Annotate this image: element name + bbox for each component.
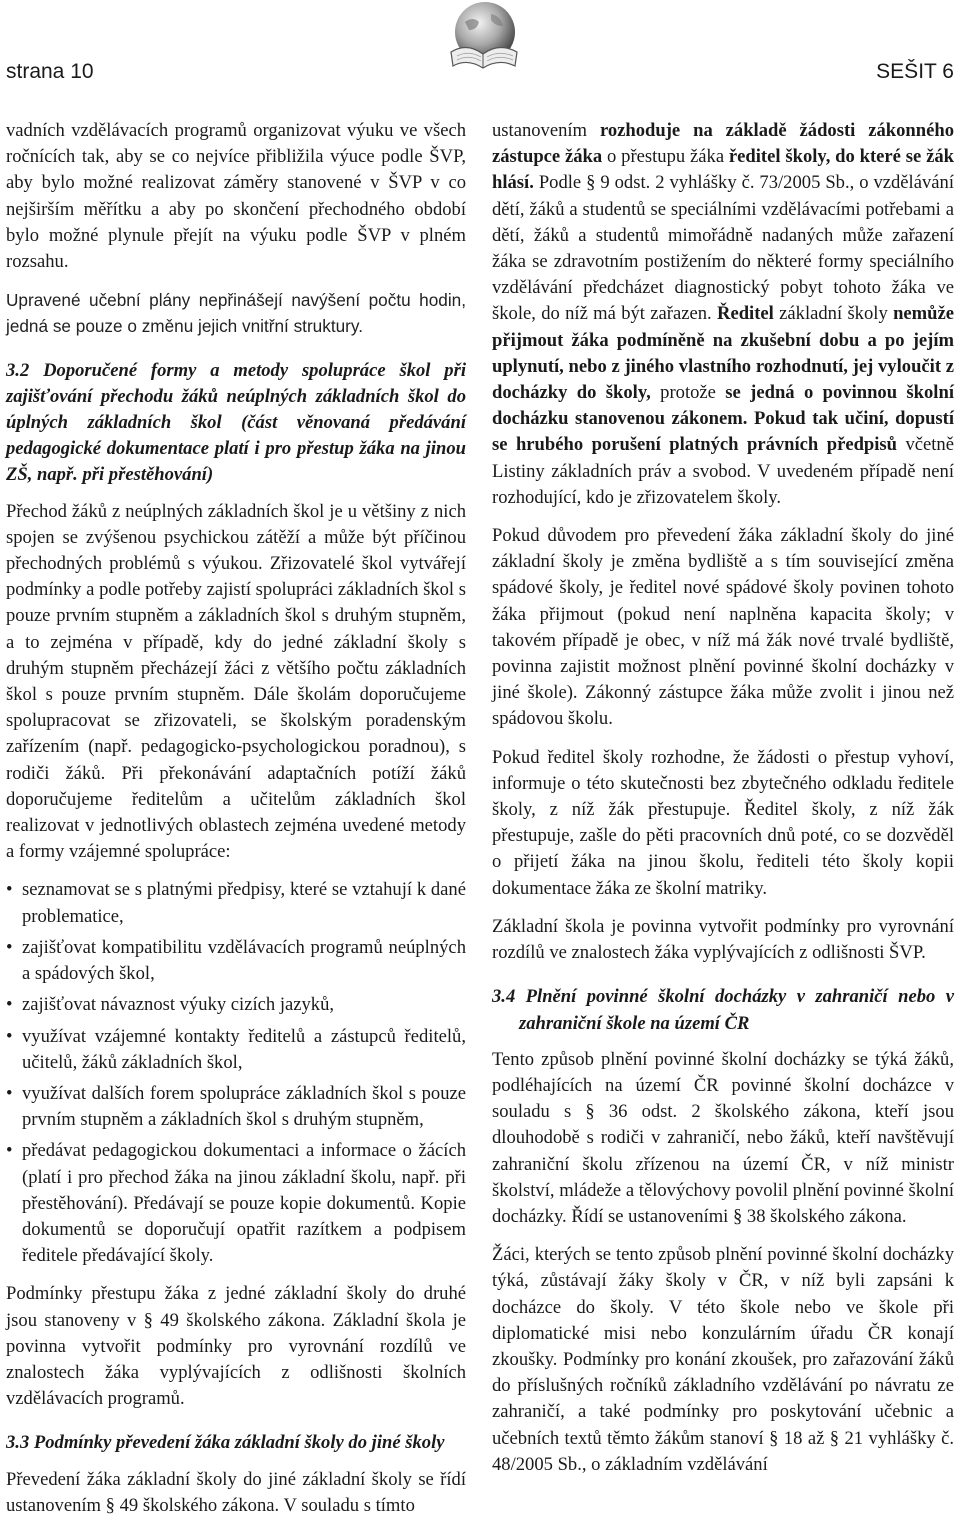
list-item: • zajišťovat kompatibilitu vzdělávacích programů neúplných a spádových škol, — [6, 935, 466, 987]
list-item: • využívat vzájemné kontakty ředitelů a zástupců ředitelů, učitelů, žáků základních škol, — [6, 1024, 466, 1076]
text-run: o přestupu žáka — [602, 146, 729, 168]
emphasis-text: nemůže přijmout žáka podmíněně na zkušební dobu a po jejím uplynutí, nebo z jiného vlastního rozhodnutí, jej vyloučit z docházky do školy, — [492, 303, 954, 404]
transfer-conditions-paragraph: Podmínky přestupu žáka z jedné základní školy do druhé jsou stanoveny v § 49 školského zákona. Základní škola je povinna vytvořit podmínky pro vyrovnání rozdílů ve znalostech žáka vyplývajících z odlišnosti školních vzdělávacích programů. — [6, 1283, 466, 1410]
section-3-3-body: Převedení žáka základní školy do jiné základní školy se řídí ustanovením § 49 školského zákona. V souladu s tímto — [6, 1468, 466, 1516]
residence-change-paragraph: Pokud důvodem pro převedení žáka základní školy do jiné základní školy je změna bydliště a s tím související změna spádové školy, je ředitel nové spádové školy povinen tohoto žáka přijmout (pokud není naplněna kapacita školy; v takovém případě je obec, v níž má žák nové trvalé bydliště, povinna zajistit možnost plnění povinné školní docházky v jiné škole). Zákonný zástupce žáka může zvolit i jinou než spádovou školu. — [492, 525, 954, 730]
emphasis-text: Ředitel — [717, 303, 774, 325]
page-header — [0, 0, 960, 100]
transfer-decision-paragraph — [492, 118, 954, 511]
right-column — [492, 118, 954, 1490]
abroad-students-paragraph: Žáci, kterých se tento způsob plnění povinné školní docházky týká, zůstávají žáky školy v ČR, v níž byli zapsáni k docházce do školy. V této škole nebo ve škole při diplomatické misi nebo konzulárním úřadu ČR konají zkoušky. Podmínky pro konání zkoušek, pro zařazování žáků do příslušných ročníků základního vzdělávání po návratu ze zahraničí, a také podmínky pro poskytování učebnic a učebních textů těmto žákům stanoví § 18 až § 21 vyhlášky č. 48/2005 Sb., o základním vzdělávání — [492, 1244, 954, 1475]
text-run: protože — [650, 382, 726, 404]
page-number: strana 10 — [6, 60, 94, 83]
text-run: Podle § 9 odst. 2 vyhlášky č. 73/2005 Sb., o vzdělávání dětí, žáků a studentů se speciálními vzdělávacími potřebami a dětí, žáků a studentů mimořádně nadaných může zařazení žáka se zdravotním postižením do některé formy speciálního vzdělávání předcházet diagnostický pobyt tohoto žáka ve škole, do níž má být zařazen. — [492, 172, 954, 325]
emphasis-text: se jedná o povinnou školní docházku stanovenou zákonem. Pokud tak učiní, dopustí se hrubého porušení platných právních předpisů — [492, 382, 954, 456]
abroad-attendance-paragraph: Tento způsob plnění povinné školní docházky se týká žáků, podléhajících na území ČR povinné školní docházce v souladu s § 36 odst. 2 školského zákona, kteří jsou dlouhodobě s rodiči v zahraničí, nebo žáků, kteří navštěvují zahraniční školu zřízenou na území ČR, v níž ministr školství, mládeže a tělovýchovy povolil plnění povinné školní docházky. Řídí se ustanoveními § 38 školského zákona. — [492, 1048, 954, 1227]
list-item: • seznamovat se s platnými předpisy, které se vztahují k dané problematice, — [6, 877, 466, 929]
section-3-4-heading: 3.4 Plnění povinné školní docházky v zahraničí nebo v zahraniční škole na území ČR — [492, 986, 954, 1034]
curriculum-note: Upravené učební plány nepřinášejí navýšení počtu hodin, jedná se pouze o změnu jejich vnitřní struktury. — [6, 290, 466, 337]
section-3-2-body: Přechod žáků z neúplných základních škol je u většiny z nich spojen se zvýšenou psychickou zátěží a může být příčinou přechodných problémů s výukou. Zřizovatelé škol vytvářejí podmínky a podle potřeby zajistí spolupráci základních škol s pouze prvním stupněm a základních škol s druhým stupněm, a to zejména v případě, kdy do jedné základní školy s druhým stupněm přecházejí žáci z většího počtu základních škol s pouze prvním stupněm. Dále školám doporučujeme spolupracovat se zřizovateli, se školským poradenským zařízením (např. pedagogicko-psychologickou poradnou), s rodiči žáků. Při překonávání adaptačních potíží žáků doporučujeme ředitelům a učitelům základních škol realizovat v jednotlivých oblastech zejména uvedené metody a formy vzájemné spolupráce: — [6, 500, 466, 863]
text-run: základní školy — [773, 303, 894, 325]
text-run: ustanovením — [492, 120, 600, 141]
list-item: • předávat pedagogickou dokumentaci a informace o žácích (platí i pro přechod žáka na jinou základní školu, např. při přestěhování). Předávají se pouze kopie dokumentů. Kopie dokumentů se doporučují opatřit razítkem a podpisem ředitele předávající školy. — [6, 1138, 466, 1269]
issue-label: SEŠIT 6 — [876, 60, 954, 83]
list-item: • zajišťovat návaznost výuky cizích jazyků, — [6, 992, 466, 1018]
knowledge-gap-paragraph: Základní škola je povinna vytvořit podmínky pro vyrovnání rozdílů ve znalostech žáka vyplývajících z odlišnosti ŠVP. — [492, 915, 954, 964]
emphasis-text: rozhoduje na základě žádosti zákonného zástupce žáka — [492, 120, 955, 168]
cooperation-list — [6, 877, 466, 1269]
section-3-3-heading: 3.3 Podmínky převedení žáka základní školy do jiné školy — [6, 1432, 445, 1454]
emphasis-text: ředitel školy, do které se žák hlásí. — [492, 146, 954, 194]
transfer-approval-paragraph: Pokud ředitel školy rozhodne, že žádosti o přestup vyhoví, informuje o této skutečnosti bez zbytečného odkladu ředitele školy, z níž žák přestupuje. Ředitel školy, z níž žák přestupuje, zašle do pěti pracovních dnů poté, co se dozvěděl o přijetí žáka na jinou školu, řediteli této školy kopii dokumentace žáka ze školní matriky. — [492, 746, 954, 899]
intro-paragraph: vadních vzdělávacích programů organizovat výuku ve všech ročnících tak, aby se co nejvíce přibližila výuce podle ŠVP, aby bylo možné realizovat záměry stanovené v ŠVP v co nejširším měřítku a aby po skončení přechodného období bylo možné plynule přejít na výuku podle ŠVP v plném rozsahu. — [6, 120, 466, 273]
text-run: včetně Listiny základních práv a svobod. V uvedeném případě není rozhodující, kdo je zřizovatelem školy. — [492, 434, 954, 508]
list-item: • využívat dalších forem spolupráce základních škol s pouze prvním stupněm a základních škol s druhým stupněm, — [6, 1081, 466, 1133]
left-column — [6, 118, 466, 1531]
section-3-2-heading: 3.2 Doporučené formy a metody spolupráce škol při zajišťování přechodu žáků neúplných základních škol do úplných základních škol (část věnovaná předávání pedagogické dokumentace platí i pro přestup žáka na jinou ZŠ, např. při přestěhování) — [6, 359, 466, 486]
globe-book-icon — [443, 0, 523, 76]
